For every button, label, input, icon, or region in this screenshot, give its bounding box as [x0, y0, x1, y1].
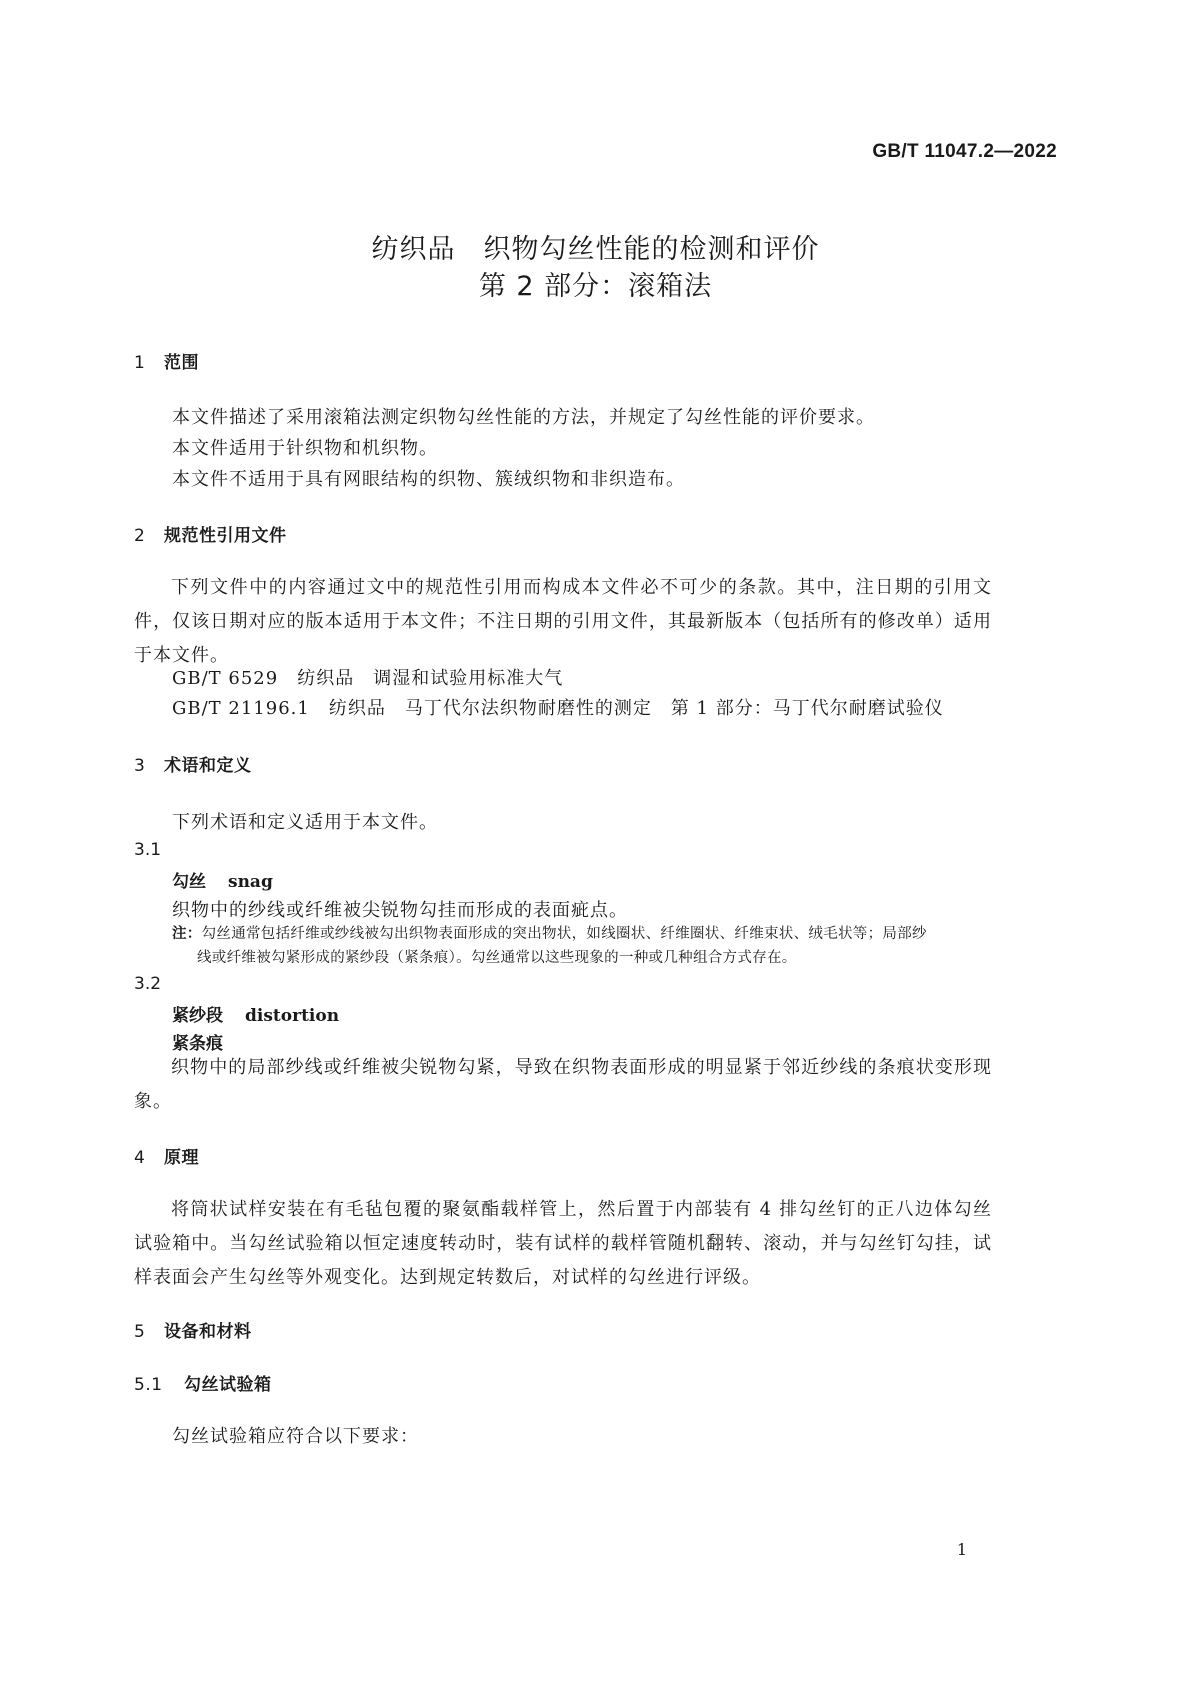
section-1-heading [134, 348, 199, 373]
section-title: 范围 [164, 353, 199, 373]
section-4-heading [134, 1143, 199, 1168]
subsection-title: 勾丝试验箱 [184, 1375, 272, 1395]
note-continuation: 线或纤维被勾紧形成的紧纱段（紧条痕）。勾丝通常以这些现象的一种或几种组合方式存在。 [197, 950, 797, 966]
reference-item: GB/T 21196.1 纺织品 马丁代尔法织物耐磨性的测定 第 1 部分：马丁代尔耐磨试验仪 [172, 698, 944, 719]
standard-code: GB/T 11047.2—2022 [872, 141, 1057, 162]
note-label: 注： [172, 926, 202, 942]
term-zh: 勾丝 [172, 872, 206, 892]
paragraph: 本文件适用于针织物和机织物。 [172, 438, 438, 459]
paragraph: 勾丝试验箱应符合以下要求： [172, 1426, 419, 1447]
section-5-heading [134, 1317, 252, 1342]
term-en: distortion [245, 1006, 340, 1026]
term-entry [172, 1001, 339, 1026]
term-number: 3.1 [134, 840, 162, 860]
document-subtitle: 第 2 部分：滚箱法 [478, 271, 713, 302]
section-number: 3 [134, 756, 146, 776]
section-title: 规范性引用文件 [164, 526, 287, 546]
section-title: 术语和定义 [164, 756, 252, 776]
section-title: 设备和材料 [164, 1322, 252, 1342]
section-number: 4 [134, 1148, 146, 1168]
paragraph: 将筒状试样安装在有毛毡包覆的聚氨酯载样管上，然后置于内部装有 4 排勾丝钉的正八边体勾丝试验箱中。当勾丝试验箱以恒定速度转动时，装有试样的载样管随机翻转、滚动，并与勾丝钉勾挂，试样表面会产生勾丝等外观变化。达到规定转数后，对试样的勾丝进行评级。 [134, 1199, 992, 1288]
section-title: 原理 [164, 1148, 199, 1168]
subsection-number: 5.1 [134, 1375, 163, 1395]
term-entry [172, 867, 273, 892]
section-3-heading [134, 751, 252, 776]
term-en: snag [228, 872, 273, 892]
section-2-heading [134, 521, 287, 546]
reference-item: GB/T 6529 纺织品 调湿和试验用标准大气 [172, 668, 564, 689]
definition: 织物中的局部纱线或纤维被尖锐物勾紧，导致在织物表面形成的明显紧于邻近纱线的条痕状变形现象。 [134, 1057, 992, 1112]
definition: 织物中的纱线或纤维被尖锐物勾挂而形成的表面疵点。 [172, 900, 628, 921]
alternate-term: 紧条痕 [172, 1034, 223, 1054]
section-number: 1 [134, 353, 146, 373]
page-number: 1 [956, 1540, 967, 1559]
note-text: 勾丝通常包括纤维或纱线被勾出织物表面形成的突出物状，如线圈状、纤维圈状、纤维束状、绒毛状等；局部纱 [201, 926, 927, 942]
section-number: 2 [134, 526, 146, 546]
paragraph: 下列文件中的内容通过文中的规范性引用而构成本文件必不可少的条款。其中，注日期的引用文件，仅该日期对应的版本适用于本文件；不注日期的引用文件，其最新版本（包括所有的修改单）适用于本文件。 [134, 577, 992, 666]
term-zh: 紧纱段 [172, 1006, 223, 1026]
section-number: 5 [134, 1322, 146, 1342]
document-title: 纺织品 织物勾丝性能的检测和评价 [371, 234, 820, 265]
note [172, 922, 927, 943]
subsection-5-1-heading [134, 1370, 272, 1395]
paragraph: 本文件描述了采用滚箱法测定织物勾丝性能的方法，并规定了勾丝性能的评价要求。 [172, 407, 875, 428]
paragraph: 本文件不适用于具有网眼结构的织物、簇绒织物和非织造布。 [172, 469, 685, 490]
term-number: 3.2 [134, 974, 162, 994]
paragraph: 下列术语和定义适用于本文件。 [172, 812, 438, 833]
